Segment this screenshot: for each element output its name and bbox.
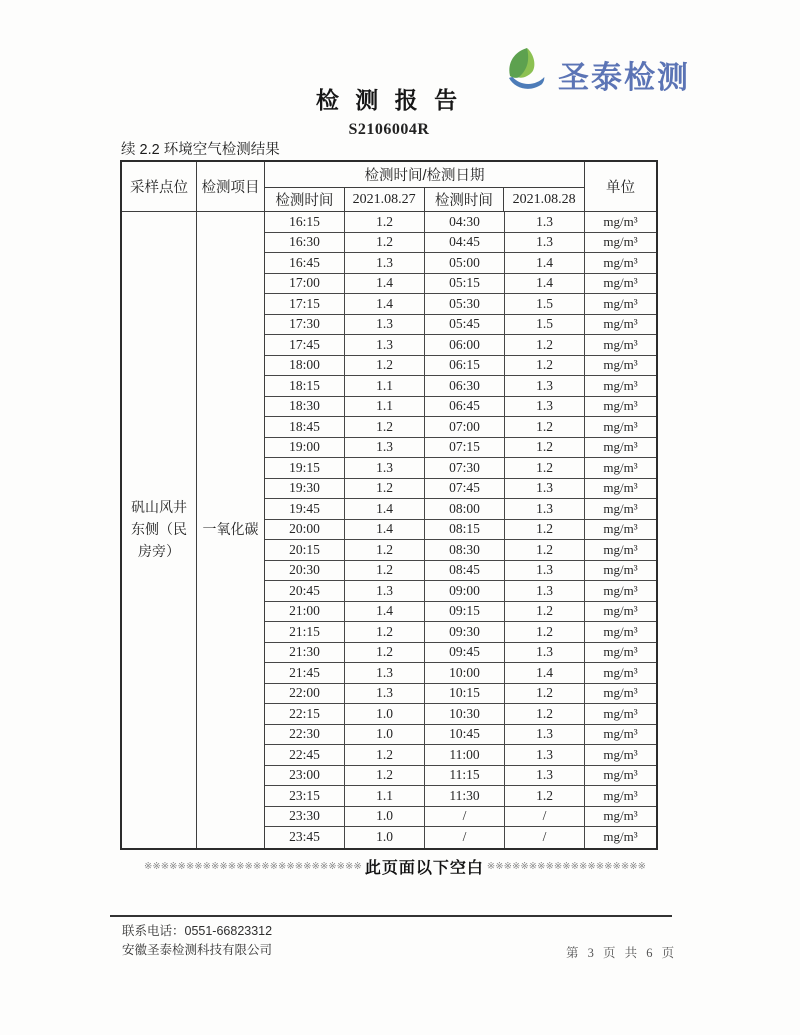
value-cell-day1: 1.3 (345, 315, 425, 335)
unit-cell: mg/m³ (603, 685, 638, 701)
footer-company: 安徽圣泰检测科技有限公司 (122, 943, 273, 957)
note-left-marks: ※※※※※※※※※※※※※※※※※※※※※※※※※※ (143, 861, 362, 872)
value-cell-day1: 1.1 (345, 397, 425, 417)
value-cell-day2: 1.3 (505, 725, 585, 745)
time-cell-day1: 20:00 (265, 520, 345, 540)
table-row (265, 602, 656, 623)
time-cell-day2: 06:00 (425, 335, 505, 355)
value-cell-day1: 1.3 (345, 684, 425, 704)
value-cell-day2: 1.2 (505, 356, 585, 376)
test-item-cell: 一氧化碳 (197, 212, 265, 848)
table-row (265, 725, 656, 746)
table-row (265, 417, 656, 438)
unit-cell: mg/m³ (603, 418, 638, 434)
table-row (265, 807, 656, 828)
time-cell-day2: 05:15 (425, 274, 505, 294)
value-cell-day1: 1.2 (345, 417, 425, 437)
table-row (265, 540, 656, 561)
time-cell-day1: 22:30 (265, 725, 345, 745)
time-cell-day2: 10:30 (425, 704, 505, 724)
table-row (265, 438, 656, 459)
col-header-time-1: 检测时间 (265, 188, 345, 211)
unit-cell: mg/m³ (603, 746, 638, 762)
time-cell-day2: 05:00 (425, 253, 505, 273)
value-cell-day2: 1.2 (505, 335, 585, 355)
unit-cell: mg/m³ (603, 336, 638, 352)
value-cell-day1: 1.0 (345, 704, 425, 724)
unit-cell: mg/m³ (603, 664, 638, 680)
time-cell-day2: 04:45 (425, 233, 505, 253)
table-row (265, 253, 656, 274)
value-cell-day2: 1.2 (505, 540, 585, 560)
unit-cell: mg/m³ (603, 726, 638, 742)
col-header-unit: 单位 (606, 180, 635, 196)
value-cell-day2: 1.2 (505, 704, 585, 724)
table-row (265, 356, 656, 377)
time-cell-day1: 22:00 (265, 684, 345, 704)
time-cell-day2: 06:15 (425, 356, 505, 376)
time-cell-day2: 07:45 (425, 479, 505, 499)
value-cell-day2: 1.2 (505, 622, 585, 642)
value-cell-day1: 1.2 (345, 233, 425, 253)
unit-cell: mg/m³ (603, 459, 638, 475)
value-cell-day1: 1.4 (345, 274, 425, 294)
time-cell-day1: 20:45 (265, 581, 345, 601)
time-cell-day2: 08:45 (425, 561, 505, 581)
time-cell-day2: 06:30 (425, 376, 505, 396)
value-cell-day1: 1.3 (345, 438, 425, 458)
logo-text: 圣泰检测 (558, 60, 690, 95)
value-cell-day2: 1.2 (505, 417, 585, 437)
unit-cell: mg/m³ (603, 767, 638, 783)
unit-cell: mg/m³ (603, 295, 638, 311)
note-right-marks: ※※※※※※※※※※※※※※※※※※※ (486, 861, 647, 872)
unit-cell: mg/m³ (603, 787, 638, 803)
time-cell-day1: 17:00 (265, 274, 345, 294)
time-cell-day1: 18:00 (265, 356, 345, 376)
col-header-date-1: 2021.08.27 (345, 188, 425, 211)
time-cell-day1: 23:30 (265, 807, 345, 827)
unit-cell: mg/m³ (603, 603, 638, 619)
unit-cell: mg/m³ (603, 316, 638, 332)
unit-cell: mg/m³ (603, 541, 638, 557)
col-header-test-item: 检测项目 (197, 162, 265, 211)
footer-phone: 联系电话：0551-66823312 (122, 924, 273, 938)
table-row (265, 581, 656, 602)
value-cell-day2: 1.2 (505, 520, 585, 540)
value-cell-day1: 1.0 (345, 807, 425, 827)
time-cell-day2: 09:15 (425, 602, 505, 622)
time-cell-day2: / (425, 827, 505, 848)
value-cell-day2: 1.5 (505, 315, 585, 335)
unit-cell: mg/m³ (603, 562, 638, 578)
note-text: 此页面以下空白 (364, 860, 484, 877)
time-cell-day2: 09:30 (425, 622, 505, 642)
unit-cell: mg/m³ (603, 275, 638, 291)
time-cell-day1: 19:00 (265, 438, 345, 458)
unit-cell: mg/m³ (603, 829, 638, 845)
table-row (265, 622, 656, 643)
value-cell-day2: 1.4 (505, 663, 585, 683)
table-row (265, 458, 656, 479)
value-cell-day1: 1.1 (345, 786, 425, 806)
time-cell-day1: 16:45 (265, 253, 345, 273)
time-cell-day2: 05:45 (425, 315, 505, 335)
value-cell-day2: 1.2 (505, 602, 585, 622)
table-row (265, 397, 656, 418)
value-cell-day1: 1.3 (345, 458, 425, 478)
value-cell-day1: 1.4 (345, 520, 425, 540)
value-cell-day1: 1.4 (345, 294, 425, 314)
time-cell-day1: 21:00 (265, 602, 345, 622)
value-cell-day2: 1.3 (505, 643, 585, 663)
col-header-datetime-block (265, 162, 585, 211)
value-cell-day2: 1.2 (505, 684, 585, 704)
unit-cell: mg/m³ (603, 377, 638, 393)
table-row (265, 212, 656, 233)
value-cell-day2: 1.4 (505, 274, 585, 294)
value-cell-day1: 1.0 (345, 827, 425, 848)
unit-cell: mg/m³ (603, 582, 638, 598)
value-cell-day1: 1.4 (345, 499, 425, 519)
time-cell-day1: 18:15 (265, 376, 345, 396)
report-number: S2106004R (348, 121, 430, 138)
value-cell-day1: 1.2 (345, 622, 425, 642)
unit-cell: mg/m³ (603, 808, 638, 824)
time-cell-day2: / (425, 807, 505, 827)
page-indicator: 第 3 页 共 6 页 (566, 946, 678, 960)
unit-cell: mg/m³ (603, 398, 638, 414)
table-row (265, 520, 656, 541)
unit-cell: mg/m³ (603, 439, 638, 455)
value-cell-day1: 1.2 (345, 561, 425, 581)
table-row (265, 479, 656, 500)
value-cell-day2: 1.2 (505, 458, 585, 478)
table-row (265, 561, 656, 582)
unit-cell: mg/m³ (603, 234, 638, 250)
time-cell-day1: 19:15 (265, 458, 345, 478)
time-cell-day1: 17:45 (265, 335, 345, 355)
time-cell-day1: 19:30 (265, 479, 345, 499)
table-row (265, 786, 656, 807)
time-cell-day2: 11:30 (425, 786, 505, 806)
time-cell-day1: 18:45 (265, 417, 345, 437)
time-cell-day1: 17:15 (265, 294, 345, 314)
value-cell-day2: 1.3 (505, 233, 585, 253)
table-body (122, 212, 656, 848)
time-cell-day1: 20:15 (265, 540, 345, 560)
value-cell-day2: 1.3 (505, 561, 585, 581)
table-row (265, 827, 656, 848)
value-cell-day2: / (505, 827, 585, 848)
table-row (265, 643, 656, 664)
time-cell-day1: 19:45 (265, 499, 345, 519)
value-cell-day1: 1.3 (345, 253, 425, 273)
time-cell-day1: 20:30 (265, 561, 345, 581)
time-cell-day1: 23:15 (265, 786, 345, 806)
time-cell-day2: 07:30 (425, 458, 505, 478)
unit-cell: mg/m³ (603, 254, 638, 270)
time-cell-day2: 08:00 (425, 499, 505, 519)
unit-cell: mg/m³ (603, 623, 638, 639)
air-test-results-table (120, 160, 658, 850)
table-row (265, 274, 656, 295)
sampling-location-cell: 矾山风井东侧（民房旁） (122, 212, 197, 848)
table-row (265, 684, 656, 705)
time-cell-day2: 07:00 (425, 417, 505, 437)
value-cell-day1: 1.2 (345, 643, 425, 663)
unit-cell: mg/m³ (603, 644, 638, 660)
table-row (265, 499, 656, 520)
value-cell-day1: 1.2 (345, 540, 425, 560)
value-cell-day2: / (505, 807, 585, 827)
table-row (265, 335, 656, 356)
value-cell-day1: 1.3 (345, 663, 425, 683)
time-cell-day1: 21:30 (265, 643, 345, 663)
value-cell-day2: 1.3 (505, 499, 585, 519)
value-cell-day1: 1.3 (345, 335, 425, 355)
time-cell-day1: 16:30 (265, 233, 345, 253)
value-cell-day2: 1.3 (505, 581, 585, 601)
time-cell-day2: 11:15 (425, 766, 505, 786)
table-row (265, 315, 656, 336)
value-cell-day2: 1.2 (505, 438, 585, 458)
unit-cell: mg/m³ (603, 480, 638, 496)
value-cell-day1: 1.2 (345, 479, 425, 499)
value-cell-day2: 1.3 (505, 376, 585, 396)
value-cell-day2: 1.2 (505, 786, 585, 806)
value-cell-day1: 1.2 (345, 356, 425, 376)
measurement-rows (265, 212, 656, 848)
time-cell-day2: 05:30 (425, 294, 505, 314)
unit-cell: mg/m³ (603, 357, 638, 373)
table-header (122, 162, 656, 212)
page-title: 检 测 报 告 (315, 87, 463, 113)
value-cell-day2: 1.3 (505, 397, 585, 417)
time-cell-day2: 04:30 (425, 212, 505, 232)
value-cell-day1: 1.2 (345, 766, 425, 786)
table-row (265, 704, 656, 725)
unit-cell: mg/m³ (603, 521, 638, 537)
time-cell-day1: 21:15 (265, 622, 345, 642)
value-cell-day1: 1.4 (345, 602, 425, 622)
value-cell-day2: 1.3 (505, 745, 585, 765)
time-cell-day2: 10:45 (425, 725, 505, 745)
section-heading: 续 2.2 环境空气检测结果 (121, 142, 280, 158)
time-cell-day1: 22:15 (265, 704, 345, 724)
col-header-time-2: 检测时间 (425, 188, 505, 211)
time-cell-day2: 08:15 (425, 520, 505, 540)
time-cell-day1: 23:45 (265, 827, 345, 848)
table-row (265, 766, 656, 787)
value-cell-day2: 1.4 (505, 253, 585, 273)
value-cell-day1: 1.0 (345, 725, 425, 745)
time-cell-day1: 16:15 (265, 212, 345, 232)
value-cell-day2: 1.5 (505, 294, 585, 314)
time-cell-day1: 18:30 (265, 397, 345, 417)
table-row (265, 663, 656, 684)
blank-below-note (100, 855, 690, 878)
time-cell-day2: 09:45 (425, 643, 505, 663)
time-cell-day1: 17:30 (265, 315, 345, 335)
value-cell-day2: 1.3 (505, 479, 585, 499)
unit-cell: mg/m³ (603, 213, 638, 229)
time-cell-day2: 08:30 (425, 540, 505, 560)
time-cell-day2: 10:00 (425, 663, 505, 683)
unit-cell: mg/m³ (603, 705, 638, 721)
table-row (265, 233, 656, 254)
unit-cell: mg/m³ (603, 500, 638, 516)
value-cell-day1: 1.2 (345, 212, 425, 232)
footer-divider (110, 915, 672, 917)
time-cell-day2: 11:00 (425, 745, 505, 765)
table-row (265, 745, 656, 766)
time-cell-day1: 21:45 (265, 663, 345, 683)
time-cell-day2: 06:45 (425, 397, 505, 417)
value-cell-day1: 1.2 (345, 745, 425, 765)
time-cell-day2: 07:15 (425, 438, 505, 458)
table-row (265, 294, 656, 315)
time-cell-day1: 23:00 (265, 766, 345, 786)
time-cell-day1: 22:45 (265, 745, 345, 765)
col-header-datetime-group: 检测时间/检测日期 (265, 162, 584, 188)
col-header-sampling-location: 采样点位 (122, 162, 197, 211)
table-row (265, 376, 656, 397)
time-cell-day2: 09:00 (425, 581, 505, 601)
value-cell-day1: 1.1 (345, 376, 425, 396)
time-cell-day2: 10:15 (425, 684, 505, 704)
value-cell-day2: 1.3 (505, 212, 585, 232)
value-cell-day1: 1.3 (345, 581, 425, 601)
value-cell-day2: 1.3 (505, 766, 585, 786)
col-header-date-2: 2021.08.28 (512, 191, 576, 207)
